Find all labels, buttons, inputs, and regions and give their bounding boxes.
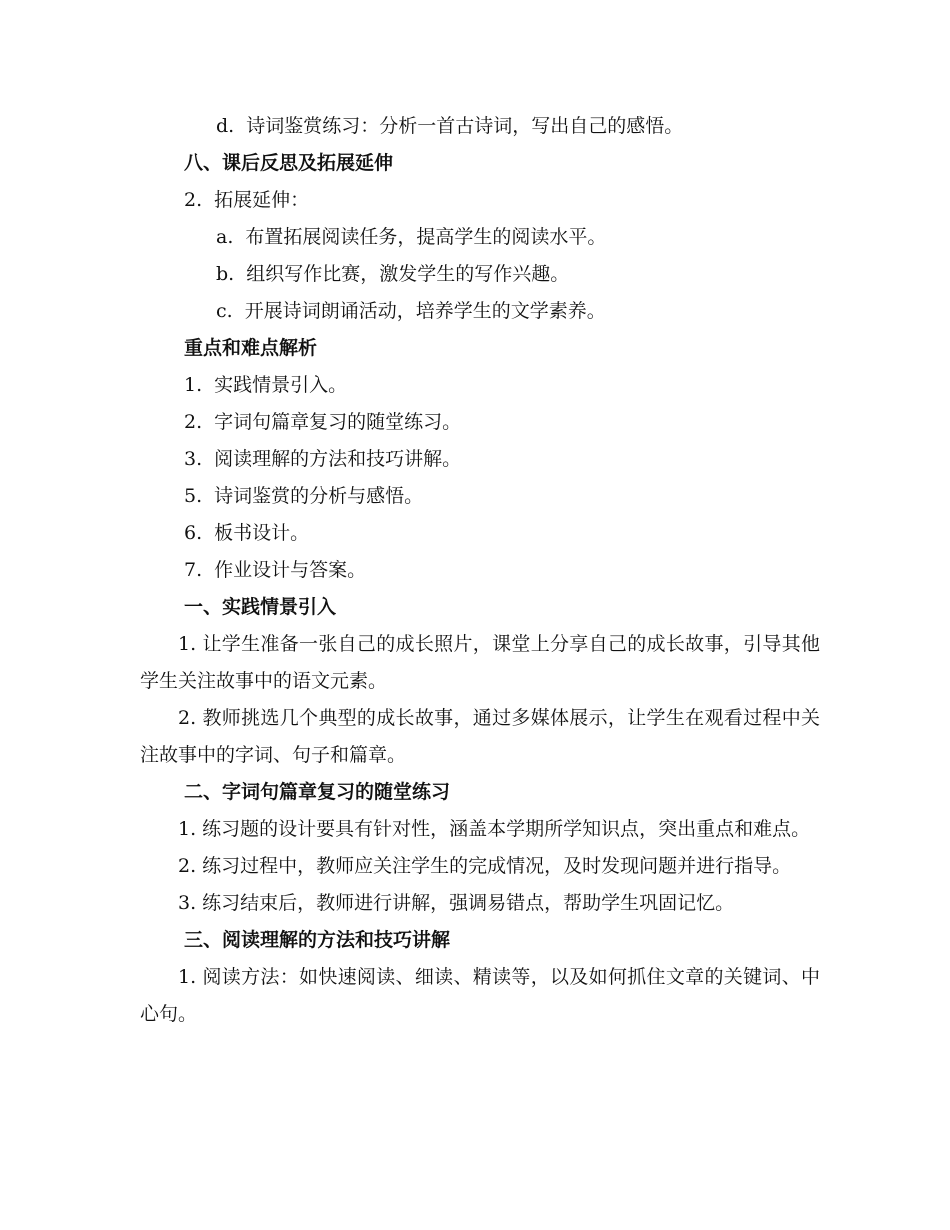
item-label: 3. [184, 448, 203, 470]
item-label: a. [216, 226, 234, 248]
section-heading: 三、阅读理解的方法和技巧讲解 [184, 929, 451, 951]
section-heading: 二、字词句篇章复习的随堂练习 [184, 781, 451, 803]
list-item [140, 219, 820, 256]
list-item [140, 441, 820, 478]
item-text: 作业设计与答案。 [214, 559, 367, 581]
item-label: 2. [184, 189, 203, 211]
list-item [140, 293, 820, 330]
item-label: 7. [184, 559, 203, 581]
list-item [140, 182, 820, 219]
item-text: 布置拓展阅读任务，提高学生的阅读水平。 [245, 226, 607, 248]
item-text: 拓展延伸： [214, 189, 310, 211]
item-label: 6. [184, 522, 203, 544]
section-heading: 八、课后反思及拓展延伸 [184, 152, 394, 174]
item-label: b. [216, 263, 235, 285]
item-label: d. [216, 115, 235, 137]
list-item [140, 404, 820, 441]
list-item [140, 515, 820, 552]
list-item [140, 552, 820, 589]
item-text: 实践情景引入。 [214, 374, 348, 396]
item-label: 5. [184, 485, 203, 507]
paragraph: 1. 阅读方法：如快速阅读、细读、精读等，以及如何抓住文章的关键词、中心句。 [140, 966, 820, 1025]
item-text: 板书设计。 [214, 522, 310, 544]
item-text: 诗词鉴赏练习：分析一首古诗词，写出自己的感悟。 [246, 115, 684, 137]
item-label: 2. [184, 411, 203, 433]
paragraph: 2. 练习过程中，教师应关注学生的完成情况，及时发现问题并进行指导。 [178, 855, 792, 877]
item-text: 字词句篇章复习的随堂练习。 [214, 411, 462, 433]
item-text: 组织写作比赛，激发学生的写作兴趣。 [246, 263, 570, 285]
document-body [140, 108, 820, 1033]
section-heading: 重点和难点解析 [184, 337, 318, 359]
paragraph: 3. 练习结束后，教师进行讲解，强调易错点，帮助学生巩固记忆。 [178, 892, 735, 914]
list-item [140, 478, 820, 515]
list-item [140, 256, 820, 293]
item-text: 诗词鉴赏的分析与感悟。 [214, 485, 424, 507]
item-text: 开展诗词朗诵活动，培养学生的文学素养。 [244, 300, 606, 322]
paragraph: 2. 教师挑选几个典型的成长故事，通过多媒体展示，让学生在观看过程中关注故事中的字词、句子和篇章。 [140, 707, 820, 766]
item-text: 阅读理解的方法和技巧讲解。 [214, 448, 462, 470]
list-item [140, 108, 820, 145]
paragraph: 1. 让学生准备一张自己的成长照片，课堂上分享自己的成长故事，引导其他学生关注故事中的语文元素。 [140, 633, 820, 692]
list-item [140, 367, 820, 404]
item-label: c. [216, 300, 233, 322]
item-label: 1. [184, 374, 203, 396]
section-heading: 一、实践情景引入 [184, 596, 337, 618]
paragraph: 1. 练习题的设计要具有针对性，涵盖本学期所学知识点，突出重点和难点。 [178, 818, 811, 840]
